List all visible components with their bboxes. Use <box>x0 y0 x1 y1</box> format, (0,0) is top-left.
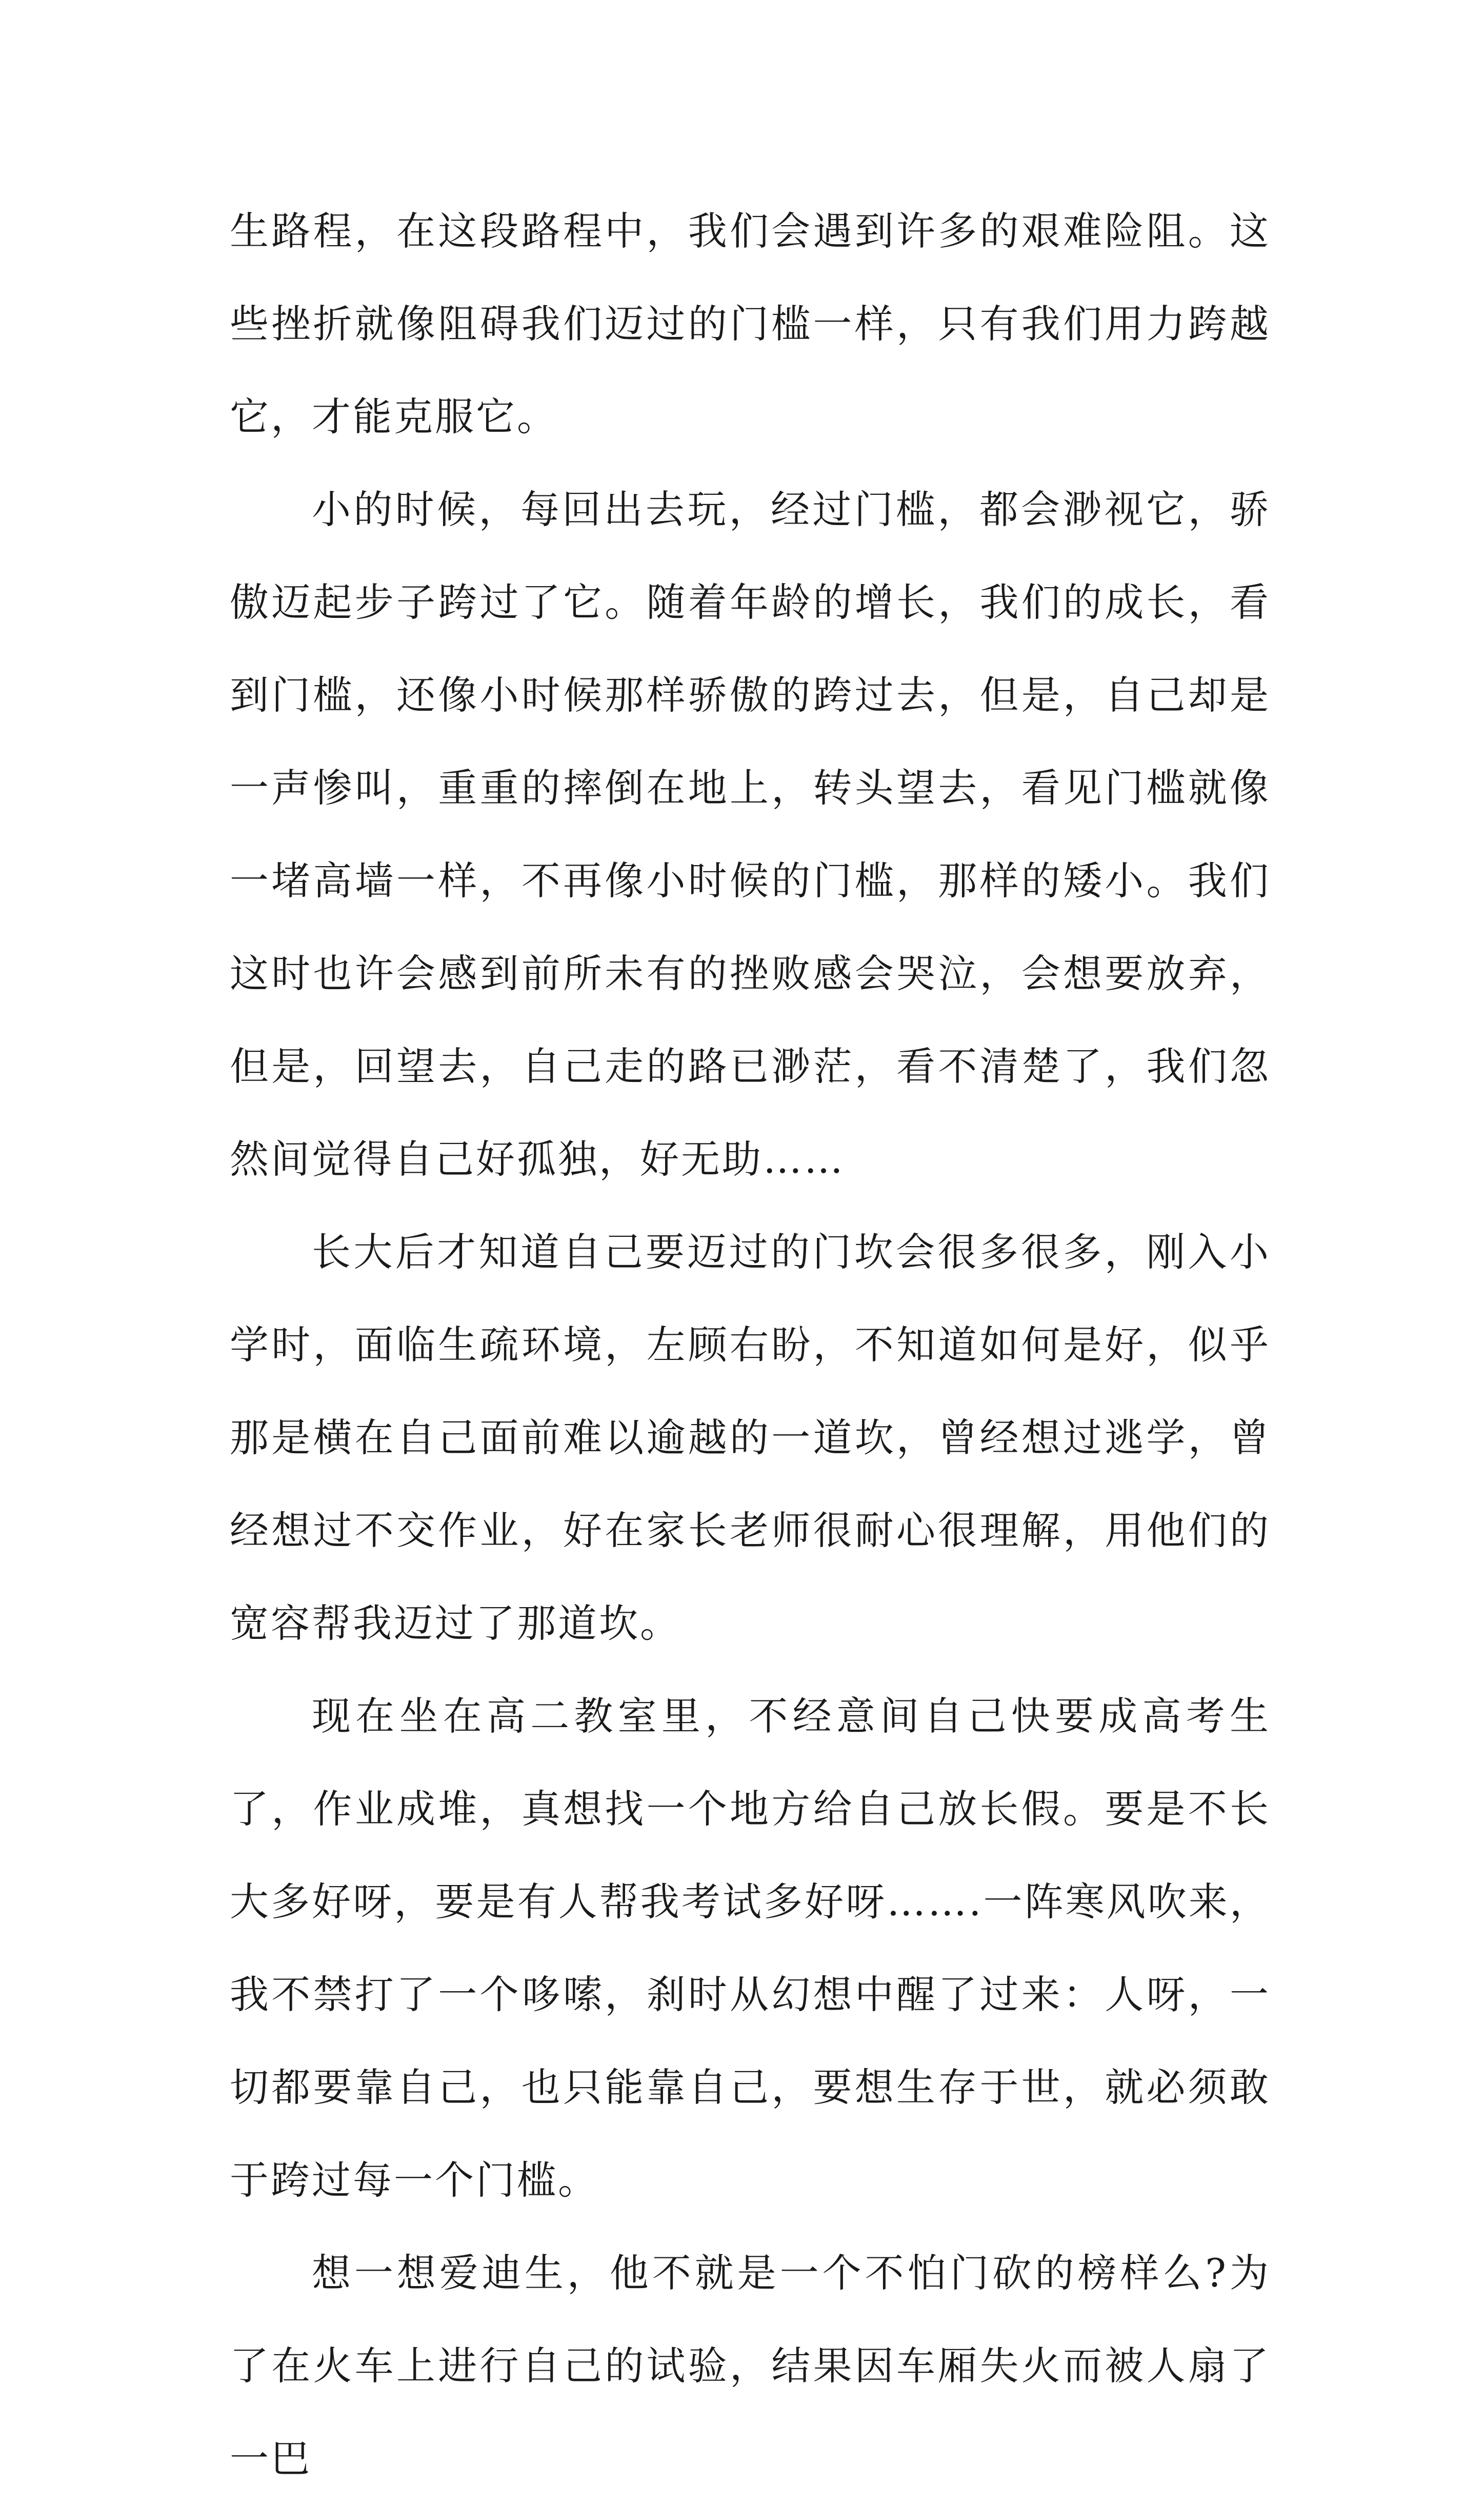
document-body <box>230 185 1271 2505</box>
paragraph-3: 长大后才知道自己要迈过的门坎会很多很多，刚入小学时，面临生疏环境，左顾右盼，不知道如何是好，似乎那是横在自己面前难以逾越的一道坎，曾经想过逃学，曾经想过不交作业，好在家长老师很耐心很理解，用他们的宽容帮我迈过了那道坎。 <box>230 1229 1271 1646</box>
paragraph-1: 生路程，在这段路程中，我们会遇到许多的艰难险阻。这些挫折就像阻碍我们迈过的门槛一样，只有我们用力跨越它，才能克服它。 <box>230 208 1271 439</box>
paragraph-4: 现在坐在高二教室里，不经意间自己快要成高考生了，作业成堆，真想找一个地方给自己放长假。要是不长大多好呀，要是有人帮我考试多好呀…….一阵寒风吹来，我不禁打了一个哆嗦，刹时从幻想中醒了过来：人呀，一切都要靠自己，也只能靠自己，要想生存于世，就必须敢于跨过每一个门槛。 <box>230 1693 1271 2203</box>
paragraph-2: 小的时候，每回出去玩，经过门槛，都会渺视它，骄傲迈起步子跨过了它。随着年龄的增长，我们的成长，看到门槛，还像小时候那样骄傲的跨过去，但是，自己却是一声惨叫，重重的摔倒在地上，转头望去，看见门槛就像一堵高墙一样，不再像小时候的门槛，那样的矮小。我们这时也许会感到前所未有的挫败感会哭泣，会想要放弃，但是，回望去，自己走的路已渺茫，看不清楚了，我们忽然间觉得自己好孤独，好无助…… <box>230 487 1271 1182</box>
paragraph-5: 想一想爱迪生，他不就是一个不怕门砍的榜样么?为了在火车上进行自己的试验，结果因车厢失火而被人扇了一巴 <box>230 2250 1271 2481</box>
